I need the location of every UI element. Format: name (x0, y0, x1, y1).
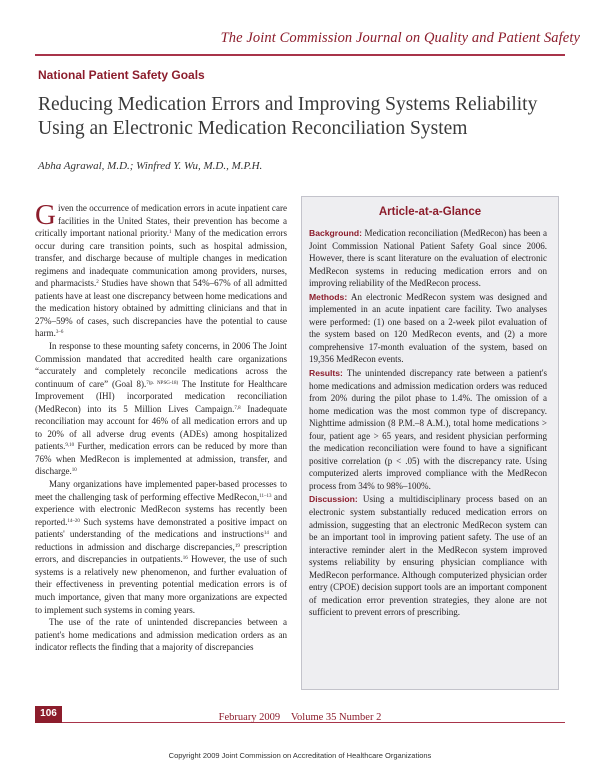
section-label: National Patient Safety Goals (38, 68, 205, 82)
citation: 2 (96, 280, 99, 286)
article-title (38, 93, 568, 141)
results-label: Results: (309, 368, 343, 379)
background-label: Background: (309, 228, 362, 238)
methods-label: Methods: (309, 291, 348, 302)
paragraph-1: Given the occurrence of medication errors in acute inpatient care facilities in the United States, their prevention has become a critically important national priority.$^1$ Many of the medication errors occur during care transition points, such as hospital admission, transfer, and discharge because of multiple changes in medication regimens and inadequate communication among providers, nurses, and pharmacists.$^2$ Studies have shown that 54%–67% of all admitted patients have at least one discrepancy between home medications and the medication history obtained by admitting clinicians and that in 27%–59% of cases, such discrepancies have the potential to cause harm.$^{3-6}$ (35, 199, 287, 339)
citation: 1 (169, 230, 172, 236)
issue-info (0, 712, 600, 723)
glance-body (309, 227, 547, 619)
journal-title: The Joint Commission Journal on Quality and Patient Safety (220, 30, 580, 46)
article-title-line-1: Reducing Medication Errors and Improving Systems Reliability (38, 94, 538, 115)
glance-background: Background: Medication reconciliation (MedRecon) has been a Joint Commission National Patient Safety Goal since 2006. However, there is scant literature on the evaluation of electronic MedRecon systems in reducing medication errors and on improving reliability of the MedRecon process. (309, 228, 547, 289)
drop-cap: G (35, 199, 56, 231)
paragraph-3: Many organizations have implemented paper-based processes to meet the challenging task of performing effective MedRecon,$^{11-13}$ and experience with electronic MedRecon systems has recently been reported.$^{14-20}$ Such systems have demonstrated a positive impact on patients' understanding of the medications and instructions$^{14}$ and reductions in admission and discharge discrepancies,$^{19}$ prescription errors, and discrepancies in outpatients.$^{16}$ However, the use of such systems is a relatively new phenomenon, and further evaluation of their effectiveness in preventing potential medication errors is of much importance, given that many more organizations are expected to implement such systems in coming years. (35, 479, 287, 615)
citation: 19 (234, 543, 240, 549)
glance-results: Results: The unintended discrepancy rate between a patient's home medications and admission medication orders was reduced from 20% during the pilot phase to 1.4%. The omission of a home medication was the most common type of discrepancy. Nighttime admission (8 P.M.–8 A.M.), total home medications > four, patient age > 65 years, and resident physician performing the medication reconciliation were found to have a significant positive correlation (p < .05) with the discrepancy rate. Using computerized alerts improved compliance with the MedRecon process from 34% to 98%–100%. (309, 368, 547, 491)
paragraph-4: The use of the rate of unintended discrepancies between a patient's home medications and admission medication orders as an indicator reflects the finding that a majority of discrepancies (35, 617, 287, 653)
header-rule (35, 54, 565, 56)
glance-discussion: Discussion: Using a multidisciplinary process based on an electronic system substantially reduced medication errors on admission, suggesting that an electronic MedRecon system can be an important tool in improving patient safety. The use of an interactive reminder alert in the MedRecon system improved systems reliability by ensuring physician compliance with MedRecon performance. Although computerized physician order entry (CPOE) decision support tools are an important component of medication error prevention strategies, they alone are not sufficient to prevent errors of prescribing. (309, 494, 547, 618)
article-at-a-glance-box (301, 196, 559, 690)
citation: 16 (182, 556, 188, 562)
author-list: Abha Agrawal, M.D.; Winfred Y. Wu, M.D., M.P.H. (38, 160, 263, 172)
citation: 7(p. NPSG-18) (146, 380, 179, 386)
paragraph-2: In response to these mounting safety concerns, in 2006 The Joint Commission mandated that accredited health care organizations “accurately and completely reconcile medications across the continuum of care” (Goal 8).$^{7(p. NPSG-18)}$ The Institute for Healthcare Improvement (IHI) incorporated medication reconciliation (MedRecon) into its 5 Million Lives Campaign.$^{7,8}$ Inadequate reconciliation may account for 46% of all medication errors and up to 20% of all adverse drug events (ADEs) among hospitalized patients.$^{9,10}$ Further, medication errors can be reduced by more than 76% when MedRecon is implemented at admission, transfer, and discharge.$^{10}$ (35, 341, 287, 477)
issue-date: February 2009 (218, 712, 281, 723)
glance-heading: Article-at-a-Glance (378, 206, 482, 218)
issue-volume: Volume 35 Number 2 (290, 712, 382, 723)
citation: 14–20 (67, 518, 80, 524)
citation: 7,8 (234, 405, 241, 411)
citation: 11–13 (259, 493, 272, 499)
citation: 10 (71, 468, 77, 474)
article-title-line-2: Using an Electronic Medication Reconciliation System (38, 118, 468, 139)
citation: 3–6 (55, 330, 64, 336)
discussion-label: Discussion: (309, 494, 358, 505)
citation: 9,10 (65, 443, 75, 449)
glance-methods: Methods: An electronic MedRecon system was designed and implemented in an acute inpatient care facility. Two analyses were performed: (1) one based on a 2-week pilot evaluation of the system based on 120 MedRecon events, and (2) a more comprehensive 17-month evaluation of the system, based on 19,356 MedRecon events. (309, 291, 547, 365)
body-column (35, 199, 287, 654)
page-number: 106 (40, 708, 57, 719)
copyright: Copyright 2009 Joint Commission on Accreditation of Healthcare Organizations (168, 751, 432, 760)
citation: 14 (263, 531, 269, 537)
